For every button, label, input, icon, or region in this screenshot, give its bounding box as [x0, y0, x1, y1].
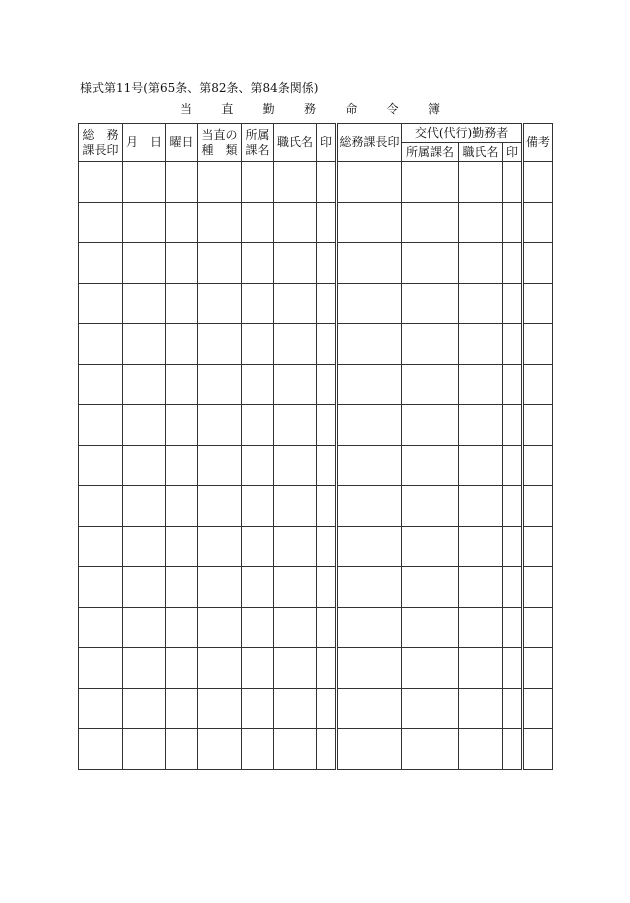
- table-cell[interactable]: [198, 162, 242, 203]
- table-cell[interactable]: [523, 283, 553, 324]
- table-cell[interactable]: [317, 648, 337, 689]
- table-cell[interactable]: [459, 526, 503, 567]
- table-cell[interactable]: [523, 445, 553, 486]
- table-cell[interactable]: [317, 364, 337, 405]
- table-cell[interactable]: [242, 567, 274, 608]
- table-cell[interactable]: [317, 607, 337, 648]
- table-cell[interactable]: [198, 243, 242, 284]
- header-department: [242, 124, 274, 162]
- table-cell[interactable]: [402, 202, 459, 243]
- table-cell[interactable]: [503, 486, 523, 527]
- header-duty-type: [198, 124, 242, 162]
- table-row: [79, 324, 553, 365]
- table-cell[interactable]: [123, 162, 166, 203]
- header-line: 課名: [245, 142, 270, 157]
- table-cell[interactable]: [503, 283, 523, 324]
- table-cell[interactable]: [274, 364, 317, 405]
- table-row: [79, 688, 553, 729]
- table-cell[interactable]: [123, 202, 166, 243]
- table-cell[interactable]: [166, 526, 198, 567]
- table-row: [79, 607, 553, 648]
- table-cell[interactable]: [317, 526, 337, 567]
- table-cell[interactable]: [79, 607, 123, 648]
- table-cell[interactable]: [198, 526, 242, 567]
- table-cell[interactable]: [79, 486, 123, 527]
- table-cell[interactable]: [523, 688, 553, 729]
- table-cell[interactable]: [166, 607, 198, 648]
- table-cell[interactable]: [317, 688, 337, 729]
- table-cell[interactable]: [402, 162, 459, 203]
- table-cell[interactable]: [274, 445, 317, 486]
- table-cell[interactable]: [337, 729, 402, 770]
- table-cell[interactable]: [166, 283, 198, 324]
- form-number: 様式第11号(第65条、第82条、第84条関係): [80, 81, 319, 95]
- title-char: 令: [386, 102, 399, 116]
- table-cell[interactable]: [198, 607, 242, 648]
- table-cell[interactable]: [503, 567, 523, 608]
- table-cell[interactable]: [503, 405, 523, 446]
- table-cell[interactable]: [523, 567, 553, 608]
- title-char: 当: [180, 102, 193, 116]
- table-cell[interactable]: [274, 526, 317, 567]
- table-cell[interactable]: [242, 364, 274, 405]
- table-cell[interactable]: [79, 688, 123, 729]
- header-sub-seal: 印: [503, 143, 523, 162]
- table-cell[interactable]: [242, 283, 274, 324]
- table-cell[interactable]: [503, 648, 523, 689]
- table-cell[interactable]: [503, 526, 523, 567]
- table-cell[interactable]: [198, 283, 242, 324]
- table-row: [79, 162, 553, 203]
- title-char: 直: [221, 102, 234, 116]
- table-cell[interactable]: [274, 162, 317, 203]
- table-cell[interactable]: [166, 486, 198, 527]
- table-cell[interactable]: [402, 243, 459, 284]
- header-sub-title-name: 職氏名: [459, 143, 503, 162]
- table-cell[interactable]: [123, 729, 166, 770]
- table-cell[interactable]: [274, 648, 317, 689]
- table-cell[interactable]: [123, 405, 166, 446]
- table-row: [79, 729, 553, 770]
- table-cell[interactable]: [274, 729, 317, 770]
- header-soumu-kacho-in: [79, 124, 123, 162]
- table-cell[interactable]: [123, 526, 166, 567]
- table-cell[interactable]: [402, 486, 459, 527]
- table-cell[interactable]: [166, 648, 198, 689]
- table-cell[interactable]: [166, 405, 198, 446]
- table-row: [79, 486, 553, 527]
- table-cell[interactable]: [198, 486, 242, 527]
- table-cell[interactable]: [166, 243, 198, 284]
- table-cell[interactable]: [123, 243, 166, 284]
- table-cell[interactable]: [242, 202, 274, 243]
- header-seal: 印: [317, 124, 337, 162]
- table-cell[interactable]: [459, 648, 503, 689]
- table-cell[interactable]: [503, 688, 523, 729]
- table-cell[interactable]: [337, 526, 402, 567]
- table-cell[interactable]: [198, 405, 242, 446]
- table-cell[interactable]: [166, 162, 198, 203]
- header-soumu-kacho-seal: 総務課長印: [337, 124, 402, 162]
- table-cell[interactable]: [79, 243, 123, 284]
- table-cell[interactable]: [198, 364, 242, 405]
- table-cell[interactable]: [402, 283, 459, 324]
- table-cell[interactable]: [79, 648, 123, 689]
- table-cell[interactable]: [166, 729, 198, 770]
- table-cell[interactable]: [459, 688, 503, 729]
- table-cell[interactable]: [317, 162, 337, 203]
- title-char: 勤: [262, 102, 275, 116]
- table-row: [79, 445, 553, 486]
- table-cell[interactable]: [459, 607, 503, 648]
- header-line: 種 類: [201, 142, 238, 157]
- table-cell[interactable]: [523, 405, 553, 446]
- table-cell[interactable]: [459, 243, 503, 284]
- table-cell[interactable]: [274, 486, 317, 527]
- table-cell[interactable]: [337, 324, 402, 365]
- table-cell[interactable]: [523, 607, 553, 648]
- table-cell[interactable]: [79, 729, 123, 770]
- table-cell[interactable]: [317, 202, 337, 243]
- title-char: 命: [345, 102, 358, 116]
- table-cell[interactable]: [402, 364, 459, 405]
- table-cell[interactable]: [274, 283, 317, 324]
- table-cell[interactable]: [79, 162, 123, 203]
- table-cell[interactable]: [317, 445, 337, 486]
- table-cell[interactable]: [459, 162, 503, 203]
- table-cell[interactable]: [337, 688, 402, 729]
- table-cell[interactable]: [523, 243, 553, 284]
- table-cell[interactable]: [523, 364, 553, 405]
- table-cell[interactable]: [317, 405, 337, 446]
- table-cell[interactable]: [198, 202, 242, 243]
- table-cell[interactable]: [166, 364, 198, 405]
- table-cell[interactable]: [79, 364, 123, 405]
- table-cell[interactable]: [317, 567, 337, 608]
- table-cell[interactable]: [166, 688, 198, 729]
- header-month-day: 月 日: [123, 124, 166, 162]
- table-cell[interactable]: [459, 729, 503, 770]
- table-cell[interactable]: [337, 607, 402, 648]
- register-rows: [79, 162, 553, 770]
- header-line: 当直の: [201, 127, 238, 142]
- table-cell[interactable]: [337, 648, 402, 689]
- table-cell[interactable]: [242, 486, 274, 527]
- table-cell[interactable]: [402, 688, 459, 729]
- table-cell[interactable]: [317, 324, 337, 365]
- header-title-name: 職氏名: [274, 124, 317, 162]
- table-row: [79, 243, 553, 284]
- table-cell[interactable]: [79, 283, 123, 324]
- table-cell[interactable]: [123, 364, 166, 405]
- table-cell[interactable]: [123, 445, 166, 486]
- table-cell[interactable]: [337, 243, 402, 284]
- title-char: 簿: [427, 102, 440, 116]
- table-row: [79, 202, 553, 243]
- table-cell[interactable]: [274, 202, 317, 243]
- table-cell[interactable]: [337, 445, 402, 486]
- table-cell[interactable]: [503, 364, 523, 405]
- table-cell[interactable]: [274, 688, 317, 729]
- table-cell[interactable]: [523, 648, 553, 689]
- table-row: [79, 526, 553, 567]
- table-cell[interactable]: [503, 162, 523, 203]
- table-row: [79, 283, 553, 324]
- duty-register-table: [78, 123, 553, 770]
- table-cell[interactable]: [337, 567, 402, 608]
- table-cell[interactable]: [79, 202, 123, 243]
- header-sub-department: 所属課名: [402, 143, 459, 162]
- table-cell[interactable]: [79, 445, 123, 486]
- table-cell[interactable]: [503, 202, 523, 243]
- table-cell[interactable]: [523, 324, 553, 365]
- table-cell[interactable]: [242, 526, 274, 567]
- table-cell[interactable]: [459, 405, 503, 446]
- header-line: 課長印: [82, 142, 119, 157]
- table-cell[interactable]: [198, 688, 242, 729]
- table-cell[interactable]: [198, 567, 242, 608]
- table-cell[interactable]: [459, 324, 503, 365]
- table-cell[interactable]: [402, 405, 459, 446]
- table-cell[interactable]: [337, 405, 402, 446]
- table-cell[interactable]: [198, 648, 242, 689]
- table-cell[interactable]: [79, 324, 123, 365]
- table-cell[interactable]: [166, 567, 198, 608]
- table-cell[interactable]: [402, 729, 459, 770]
- table-cell[interactable]: [317, 486, 337, 527]
- table-cell[interactable]: [402, 567, 459, 608]
- table-cell[interactable]: [123, 688, 166, 729]
- table-cell[interactable]: [274, 405, 317, 446]
- header-remarks: 備考: [523, 124, 553, 162]
- table-cell[interactable]: [503, 607, 523, 648]
- table-cell[interactable]: [317, 283, 337, 324]
- table-cell[interactable]: [274, 243, 317, 284]
- table-cell[interactable]: [459, 567, 503, 608]
- table-cell[interactable]: [274, 607, 317, 648]
- table-cell[interactable]: [317, 243, 337, 284]
- table-cell[interactable]: [123, 607, 166, 648]
- table-cell[interactable]: [166, 324, 198, 365]
- table-cell[interactable]: [242, 688, 274, 729]
- table-cell[interactable]: [523, 526, 553, 567]
- table-cell[interactable]: [503, 324, 523, 365]
- table-cell[interactable]: [523, 202, 553, 243]
- table-cell[interactable]: [123, 324, 166, 365]
- table-cell[interactable]: [242, 324, 274, 365]
- table-cell[interactable]: [274, 324, 317, 365]
- table-row: [79, 648, 553, 689]
- form-title: [180, 100, 440, 117]
- header-line: 総 務: [82, 127, 119, 142]
- table-cell[interactable]: [317, 729, 337, 770]
- table-cell[interactable]: [503, 729, 523, 770]
- table-cell[interactable]: [242, 162, 274, 203]
- table-cell[interactable]: [79, 405, 123, 446]
- table-cell[interactable]: [79, 567, 123, 608]
- table-cell[interactable]: [242, 445, 274, 486]
- table-cell[interactable]: [242, 405, 274, 446]
- table-cell[interactable]: [123, 486, 166, 527]
- table-cell[interactable]: [337, 202, 402, 243]
- table-cell[interactable]: [337, 364, 402, 405]
- table-cell[interactable]: [523, 162, 553, 203]
- table-cell[interactable]: [242, 607, 274, 648]
- title-char: 務: [303, 102, 316, 116]
- table-cell[interactable]: [166, 202, 198, 243]
- table-row: [79, 567, 553, 608]
- table-cell[interactable]: [402, 445, 459, 486]
- table-cell[interactable]: [242, 243, 274, 284]
- table-cell[interactable]: [459, 445, 503, 486]
- table-cell[interactable]: [503, 243, 523, 284]
- table-cell[interactable]: [459, 283, 503, 324]
- table-cell[interactable]: [274, 567, 317, 608]
- table-cell[interactable]: [242, 648, 274, 689]
- header-weekday: 曜日: [166, 124, 198, 162]
- table-cell[interactable]: [198, 445, 242, 486]
- table-cell[interactable]: [337, 486, 402, 527]
- table-cell[interactable]: [166, 445, 198, 486]
- table-cell[interactable]: [337, 162, 402, 203]
- table-cell[interactable]: [198, 324, 242, 365]
- header-line: 所属: [245, 127, 270, 142]
- table-row: [79, 364, 553, 405]
- table-cell[interactable]: [123, 648, 166, 689]
- table-cell[interactable]: [337, 283, 402, 324]
- table-row: [79, 405, 553, 446]
- table-cell[interactable]: [459, 364, 503, 405]
- table-cell[interactable]: [402, 607, 459, 648]
- table-cell[interactable]: [459, 202, 503, 243]
- table-cell[interactable]: [123, 283, 166, 324]
- table-cell[interactable]: [123, 567, 166, 608]
- table-cell[interactable]: [503, 445, 523, 486]
- table-cell[interactable]: [198, 729, 242, 770]
- table-cell[interactable]: [459, 486, 503, 527]
- table-cell[interactable]: [523, 729, 553, 770]
- table-cell[interactable]: [402, 648, 459, 689]
- table-cell[interactable]: [402, 324, 459, 365]
- table-cell[interactable]: [402, 526, 459, 567]
- table-cell[interactable]: [79, 526, 123, 567]
- table-cell[interactable]: [242, 729, 274, 770]
- table-cell[interactable]: [523, 486, 553, 527]
- header-substitute-group: 交代(代行)勤務者: [402, 124, 523, 143]
